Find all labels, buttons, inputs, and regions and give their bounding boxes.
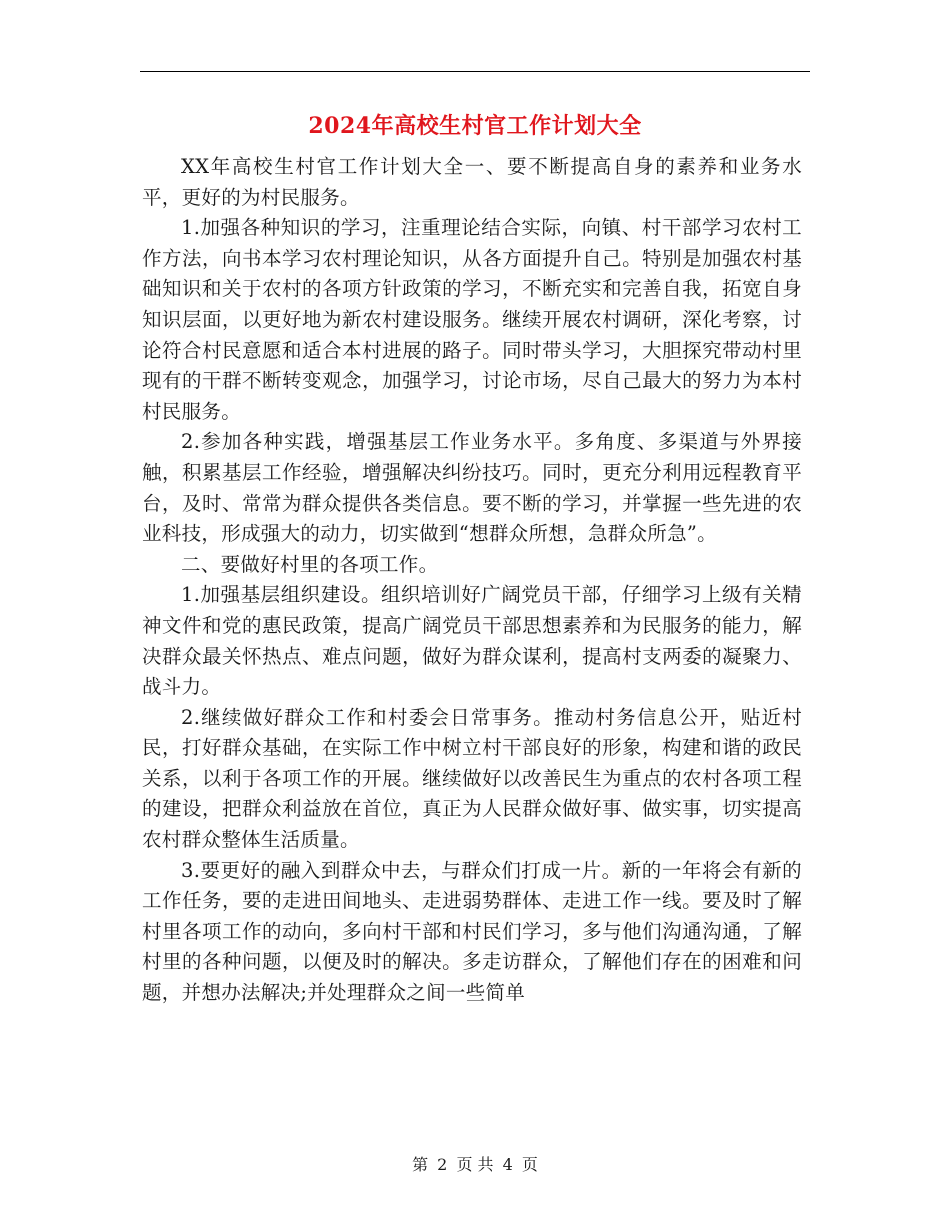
footer-prefix: 第 bbox=[412, 1155, 429, 1174]
paragraph-study: 1.加强各种知识的学习，注重理论结合实际，向镇、村干部学习农村工作方法，向书本学习农村理论知识，从各方面提升自己。特别是加强农村基础知识和关于农村的各项方针政策的学习，不断充实和完善自我，拓宽自身知识层面，以更好地为新农村建设服务。继续开展农村调研，深化考察，讨论符合村民意愿和适合本村进展的路子。同时带头学习，大胆探究带动村里现有的干群不断转变观念，加强学习，讨论市场，尽自己最大的努力为本村村民服务。 bbox=[142, 216, 802, 423]
paragraph-practice: 2.参加各种实践，增强基层工作业务水平。多角度、多渠道与外界接触，积累基层工作经验，增强解决纠纷技巧。同时，更充分利用远程教育平台，及时、常常为群众提供各类信息。要不断的学习，并掌握一些先进的农业科技，形成强大的动力，切实做到“想群众所想，急群众所急”。 bbox=[142, 430, 802, 546]
footer-page-number: 2 bbox=[437, 1155, 448, 1174]
page-footer bbox=[0, 1154, 950, 1176]
footer-suffix: 页 bbox=[521, 1155, 538, 1174]
paragraph-organization: 1.加强基层组织建设。组织培训好广阔党员干部，仔细学习上级有关精神文件和党的惠民政策，提高广阔党员干部思想素养和为民服务的能力，解决群众最关怀热点、难点问题，做好为群众谋利，提高村支两委的凝聚力、战斗力。 bbox=[142, 583, 802, 699]
document-body bbox=[142, 152, 802, 1009]
paragraph-section-two: 二、要做好村里的各项工作。 bbox=[181, 552, 439, 576]
header-rule bbox=[140, 71, 810, 72]
footer-middle: 页 共 bbox=[456, 1155, 494, 1174]
paragraph-village-affairs: 2.继续做好群众工作和村委会日常事务。推动村务信息公开，贴近村民，打好群众基础，在实际工作中树立村干部良好的形象，构建和谐的政民关系，以利于各项工作的开展。继续做好以改善民生为重点的农村各项工程的建设，把群众利益放在首位，真正为人民群众做好事、做实事，切实提高农村群众整体生活质量。 bbox=[142, 705, 802, 852]
paragraph-integration: 3.要更好的融入到群众中去，与群众们打成一片。新的一年将会有新的工作任务，要的走进田间地头、走进弱势群体、走进工作一线。要及时了解村里各项工作的动向，多向村干部和村民们学习，多与他们沟通沟通，了解村里的各种问题，以便及时的解决。多走访群众，了解他们存在的困难和问题，并想办法解决;并处理群众之间一些简单 bbox=[142, 858, 802, 1005]
footer-total-pages: 4 bbox=[502, 1155, 513, 1174]
document-title: 2024年高校生村官工作计划大全 bbox=[308, 113, 642, 139]
paragraph-intro: XX年高校生村官工作计划大全一、要不断提高自身的素养和业务水平，更好的为村民服务。 bbox=[142, 155, 802, 209]
